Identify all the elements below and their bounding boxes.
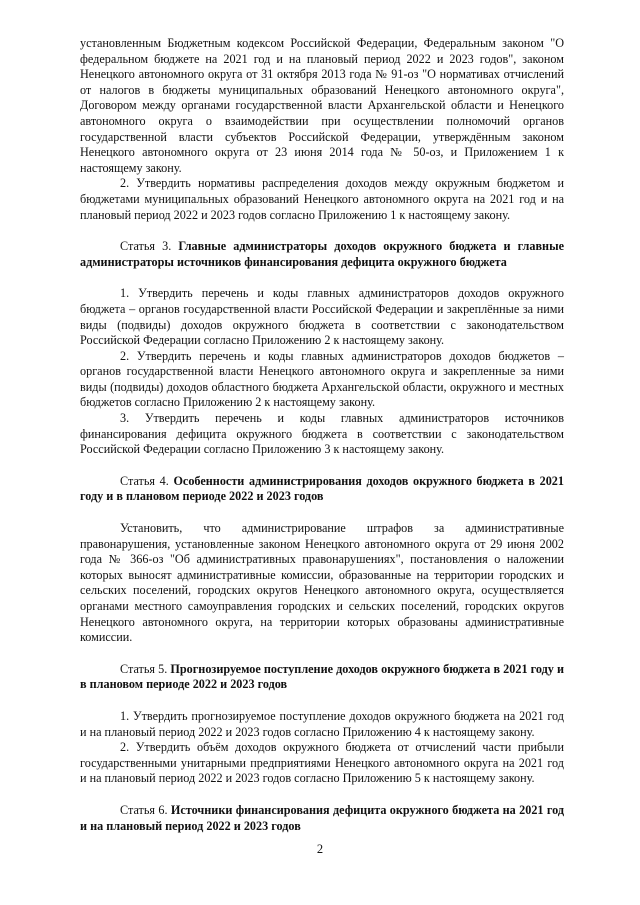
article-4-label: Статья 4. bbox=[120, 473, 169, 488]
article-6-title: Источники финансирования дефицита окружного бюджета на 2021 год и на плановый период 2022 и 2023 годов bbox=[80, 802, 565, 833]
article-3-item-3: 3. Утвердить перечень и коды главных администраторов источников финансирования дефицита окружного бюджета в соответствии с законодательством Российской Федерации согласно Приложению 3 к настоящему закону. bbox=[80, 411, 564, 457]
article-5-item-1: 1. Утвердить прогнозируемое поступление доходов окружного бюджета на 2021 год и на плановый период 2022 и 2023 годов согласно Приложению 4 к настоящему закону. bbox=[80, 708, 564, 739]
document-page bbox=[80, 36, 564, 850]
article-3-heading bbox=[80, 239, 564, 270]
article-3-title: Главные администраторы доходов окружного бюджета и главные администраторы источников финансирования дефицита окружного бюджета bbox=[80, 239, 564, 269]
article-3-item-1: 1. Утвердить перечень и коды главных администраторов доходов окружного бюджета – органов государственной власти Российской Федерации и закреплённые за ними виды (подвиды) доходов окружного бюджета в соответствии с законодательством Российской Федерации согласно Приложению 2 к настоящему закону. bbox=[80, 286, 564, 348]
intro-item-2: 2. Утвердить нормативы распределения доходов между окружным бюджетом и бюджетами муниципальных образований Ненецкого автономного округа на 2021 год и на плановый период 2022 и 2023 годов согласно Приложению 1 к настоящему закону. bbox=[80, 176, 564, 222]
article-5-item-2: 2. Утвердить объём доходов окружного бюджета от отчислений части прибыли государственными унитарными предприятиями Ненецкого автономного округа на 2021 год и на плановый период 2022 и 2023 годов согласно Приложению 5 к настоящему закону. bbox=[80, 740, 564, 786]
article-3-item-2: 2. Утвердить перечень и коды главных администраторов доходов бюджетов – органов государственной власти Ненецкого автономного округа и закрепленные за ними виды (подвиды) доходов областного бюджета Архангельской области, окружного и местных бюджетов согласно Приложению 2 к настоящему закону. bbox=[80, 348, 564, 410]
article-5-heading bbox=[80, 662, 564, 693]
article-6-heading bbox=[80, 803, 564, 834]
article-4-paragraph: Установить, что администрирование штрафов за административные правонарушения, установленные законом Ненецкого автономного округа от 29 июня 2002 года № 366-оз "Об административных правонарушениях", постановления о наложении которых выносят административные комиссии, образованные на территории городских и сельских поселений, городских округов Ненецкого автономного округа, осуществляется органами местного самоуправления городских и сельских поселений, городских округов Ненецкого автономного округа, на территории которых образованы административные комиссии. bbox=[80, 521, 564, 645]
article-6-label: Статья 6. bbox=[120, 802, 168, 817]
article-4-title: Особенности администрирования доходов окружного бюджета в 2021 году и в плановом периоде 2022 и 2023 годов bbox=[80, 473, 564, 504]
article-3-label: Статья 3. bbox=[120, 239, 172, 254]
article-5-label: Статья 5. bbox=[120, 661, 168, 676]
article-5-title: Прогнозируемое поступление доходов окружного бюджета в 2021 году и в плановом периоде 2022 и 2023 годов bbox=[80, 661, 565, 692]
article-4-heading bbox=[80, 474, 564, 505]
page-number: 2 bbox=[316, 842, 324, 856]
intro-continuation: установленным Бюджетным кодексом Российской Федерации, Федеральным законом "О федеральном бюджете на 2021 год и на плановый период 2022 и 2023 годов", законом Ненецкого автономного округа от 31 октября 2013 года № 91-оз "О нормативах отчислений от налогов в бюджеты муниципальных образований Ненецкого автономного округа", Договором между органами государственной власти Архангельской области и Ненецкого автономного округа о взаимодействии при осуществлении полномочий органов государственной власти субъектов Российской Федерации, утверждённым законом Ненецкого автономного округа от 23 июня 2014 года № 50-оз, и Приложением 1 к настоящему закону. bbox=[80, 36, 564, 175]
